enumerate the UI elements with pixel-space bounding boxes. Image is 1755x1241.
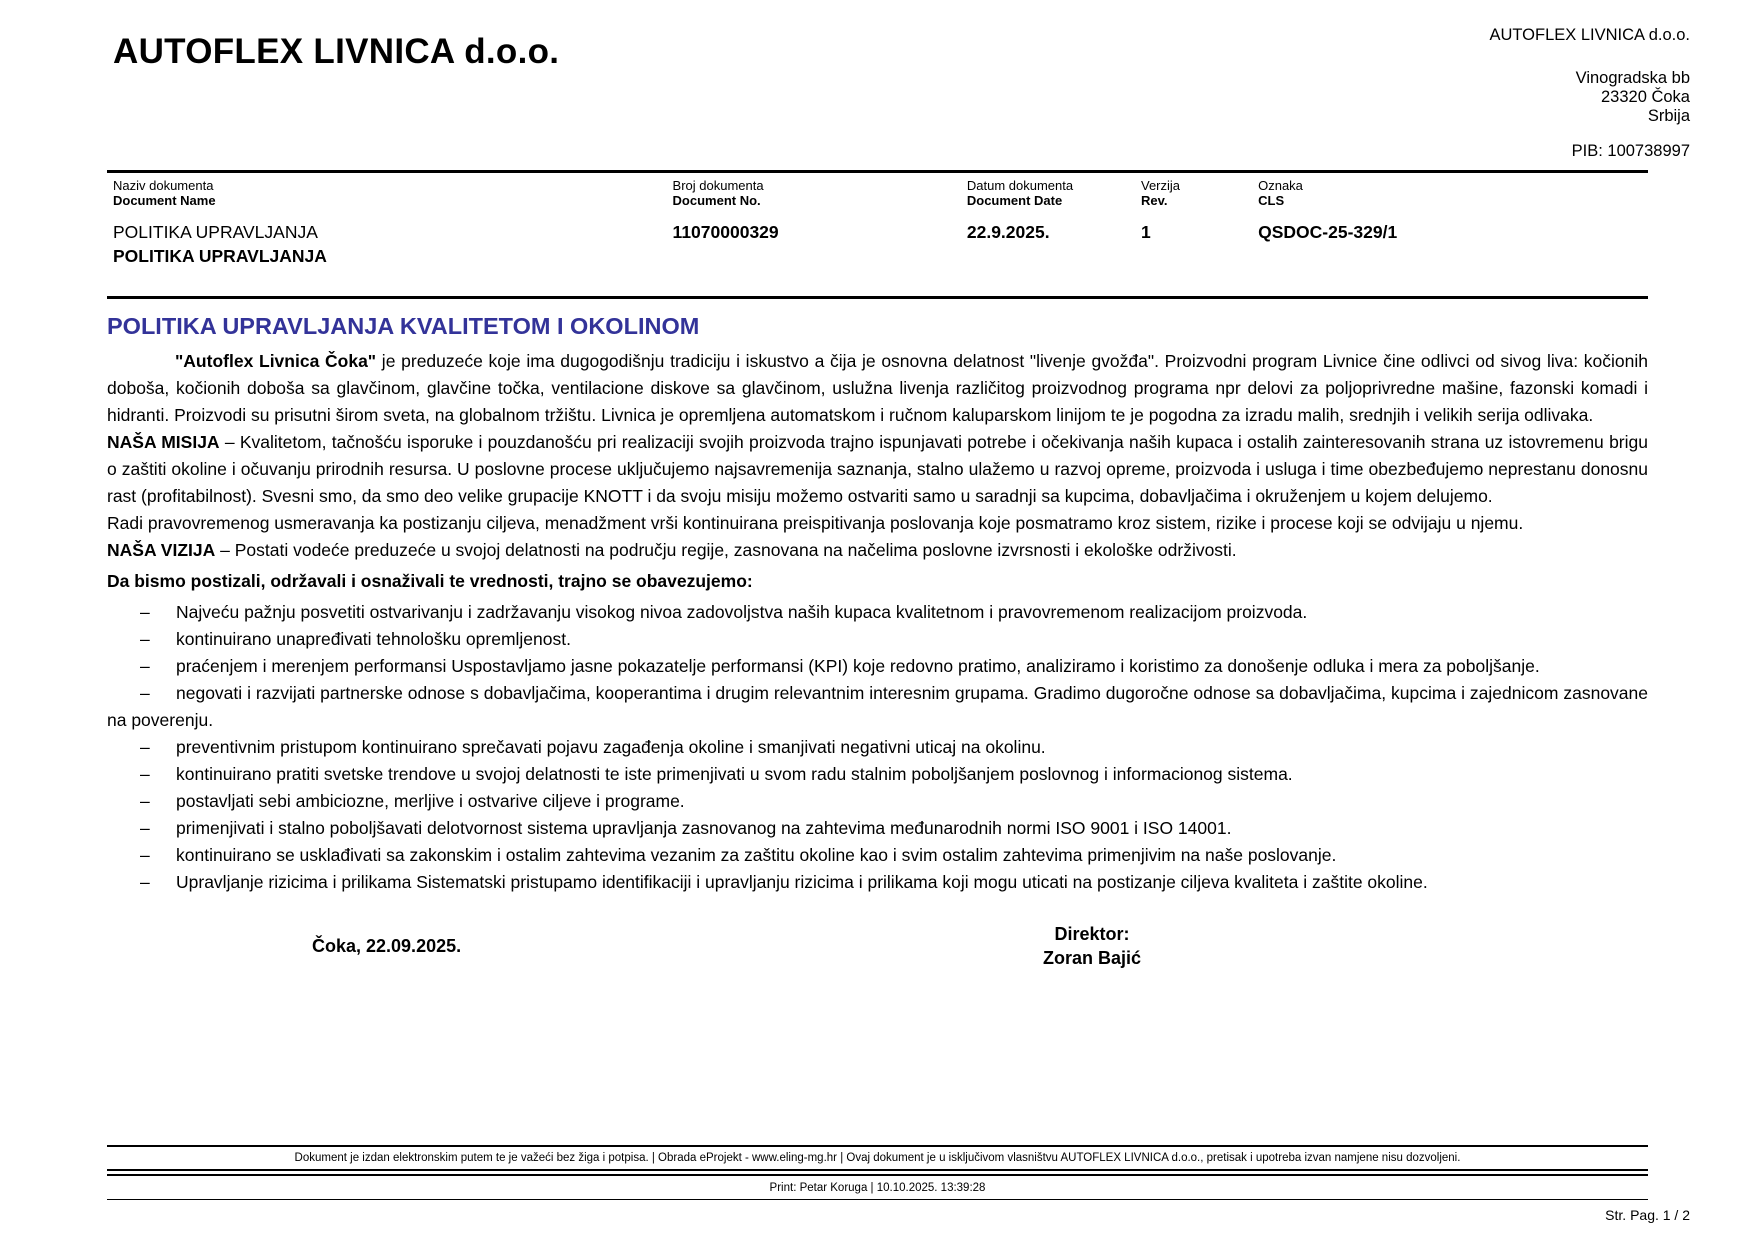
address-line: Srbija — [1647, 107, 1690, 125]
header-cell-date — [967, 178, 1141, 208]
commitments-heading: Da bismo postizali, održavali i osnaživali te vrednosti, trajno se obavezujemo: — [107, 571, 753, 591]
list-item — [107, 869, 1648, 896]
value-cell-revision — [1141, 220, 1258, 268]
spacer — [1489, 45, 1690, 69]
page-footer — [0, 1145, 1755, 1241]
document-date: 22.9.2025. — [966, 222, 1050, 242]
document-name-bold: POLITIKA UPRAVLJANJA — [113, 246, 327, 266]
header-cell-name — [107, 178, 673, 208]
label-en: Document No. — [672, 193, 761, 208]
list-item-text: primenjivati i stalno poboljšavati delotvornost sistema upravljanja zasnovanog na zahtevima međunarodnih normi ISO 9001 i ISO 14001. — [176, 818, 1232, 838]
list-item-text: preventivnim pristupom kontinuirano sprečavati pojavu zagađenja okoline i smanjivati negativni uticaj na okolinu. — [176, 737, 1046, 757]
value-cell-date — [967, 220, 1141, 268]
vision-paragraph — [107, 537, 1648, 564]
mission-paragraph — [107, 429, 1648, 510]
header-cell-revision — [1141, 178, 1258, 208]
list-item — [107, 761, 1648, 788]
list-item-text: kontinuirano unapređivati tehnološku opremljenost. — [176, 629, 571, 649]
intro-rest: je preduzeće koje ima dugogodišnju tradiciju i iskustvo a čija je osnovna delatnost "livenje gvožđa". Proizvodni program Livnice čine odlivci od sivog liva: kočionih doboša, kočionih doboša sa glavčinom, glavčine točka, ventilacione diskove sa glavčinom, uslužna livenja različitog proizvodnog programa npr delovi za poljoprivredne mašine, fazonski komadi i hidranti. Proizvodi su prisutni širom sveta, na globalnom tržištu. Livnica je opremljena automatskom i ručnom kaluparskom linijom te je pogodna za izradu malih, srednjih i velikih serija odlivaka. — [107, 351, 1648, 425]
label-sr: Datum dokumenta — [966, 178, 1074, 193]
document-revision: 1 — [1141, 222, 1151, 242]
bullet-dash: – — [140, 791, 150, 811]
director-label: Direktor: — [1054, 924, 1130, 944]
list-item-text: kontinuirano se usklađivati sa zakonskim i ostalim zahtevima vezanim za zaštitu okoline kao i svim ostalim zahtevima primenjivim na naše poslovanje. — [176, 845, 1337, 865]
label-en: Rev. — [1141, 193, 1168, 208]
document-info-table — [107, 170, 1648, 299]
bullet-dash: – — [140, 656, 150, 676]
label-sr: Naziv dokumenta — [113, 178, 214, 193]
list-item-text: negovati i razvijati partnerske odnose s dobavljačima, kooperantima i drugim relevantnim interesnim grupama. Gradimo dugoročne odnose sa dobavljačima, kupcima i zajednicom zasnovane na poverenju. — [107, 683, 1648, 730]
list-item — [107, 788, 1648, 815]
vision-lead: NAŠA VIZIJA — [107, 540, 216, 560]
value-cell-number — [673, 220, 967, 268]
director-signature — [962, 922, 1222, 970]
list-item — [107, 626, 1648, 653]
print-info: Print: Petar Koruga | 10.10.2025. 13:39:28 — [769, 1182, 986, 1194]
bullet-dash: – — [140, 818, 150, 838]
value-cell-name — [107, 220, 673, 268]
list-item-text: postavljati sebi ambiciozne, merljive i ostvarive ciljeve i programe. — [176, 791, 685, 811]
label-en: Document Date — [966, 193, 1063, 208]
address-line: Vinogradska bb — [1575, 69, 1690, 87]
director-name: Zoran Bajić — [1042, 948, 1142, 968]
footer-disclaimer: Dokument je izdan elektronskim putem te je važeći bez žiga i potpisa. | Obrada eProjekt - www.eling-mg.hr | Ovaj dokument je u isključivom vlasništvu AUTOFLEX LIVNICA d.o.o., pretisak i upotreba izvan namjene nisu dozvoljeni. — [294, 1152, 1461, 1164]
document-number: 11070000329 — [672, 222, 779, 242]
value-cell-cls — [1258, 220, 1648, 268]
intro-paragraph — [107, 348, 1648, 429]
list-item — [107, 653, 1648, 680]
label-en: Document Name — [113, 193, 216, 208]
list-item — [107, 680, 1648, 734]
mission-lead: NAŠA MISIJA — [107, 432, 220, 452]
page-header — [0, 0, 1755, 170]
bullet-dash: – — [140, 602, 150, 622]
place-and-date: Čoka, 22.09.2025. — [312, 936, 462, 956]
list-item — [107, 599, 1648, 626]
company-name-right: AUTOFLEX LIVNICA d.o.o. — [1489, 26, 1690, 44]
list-item — [107, 842, 1648, 869]
mission-rest: – Kvalitetom, tačnošću isporuke i pouzdanošću pri realizaciji svojih proizvoda trajno ispunjavati potrebe i očekivanja naših kupaca i ostalih zainteresovanih strana uz istovremenu brigu o zaštiti okoline i očuvanju prirodnih resursa. U poslovne procese uključujemo najsavremenija saznanja, stalno ulažemo u razvoj opreme, proizvoda i usluga i time obezbeđujemo neprestanu donosnu rast (profitabilnost). Svesni smo, da smo deo velike grupacije KNOTT i da svoju misiju možemo ostvariti samo u saradnji sa kupcima, dobavljačima i okruženjem u kojem delujemo. — [107, 432, 1648, 506]
list-item-text: Upravljanje rizicima i prilikama Sistematski pristupamo identifikaciji i upravljanju rizicima i prilikama koji mogu uticati na postizanje ciljeva kvaliteta i zaštite okoline. — [176, 872, 1428, 892]
bullet-dash: – — [140, 629, 150, 649]
header-cell-number — [673, 178, 967, 208]
spacer — [1489, 126, 1690, 142]
commitments-list — [107, 599, 1648, 896]
document-cls: QSDOC-25-329/1 — [1258, 222, 1398, 242]
main-content — [107, 312, 1648, 984]
list-item — [107, 815, 1648, 842]
label-sr: Verzija — [1141, 178, 1181, 193]
bullet-dash: – — [140, 737, 150, 757]
header-cell-cls — [1258, 178, 1648, 208]
bullet-dash: – — [140, 683, 150, 703]
bullet-dash: – — [140, 872, 150, 892]
table-header-row — [107, 178, 1648, 208]
footer-double-rule — [107, 1169, 1648, 1176]
company-title: AUTOFLEX LIVNICA d.o.o. — [113, 32, 560, 71]
page-number: Str. Pag. 1 / 2 — [1605, 1207, 1690, 1223]
bullet-dash: – — [140, 845, 150, 865]
bullet-dash: – — [140, 764, 150, 784]
document-name: POLITIKA UPRAVLJANJA — [113, 222, 318, 242]
company-info-block — [1489, 26, 1690, 170]
label-sr: Oznaka — [1258, 178, 1303, 193]
policy-title: POLITIKA UPRAVLJANJA KVALITETOM I OKOLINOM — [107, 313, 700, 339]
vision-rest: – Postati vodeće preduzeće u svojoj delatnosti na području regije, zasnovana na načelima poslovne izvrsnosti i ekološke održivosti. — [215, 540, 1237, 560]
list-item — [107, 734, 1648, 761]
list-item-text: praćenjem i merenjem performansi Uspostavljamo jasne pokazatelje performansi (KPI) koje redovno pratimo, analiziramo i koristimo za donošenje odluka i mera za poboljšanje. — [176, 656, 1540, 676]
list-item-text: kontinuirano pratiti svetske trendove u svojoj delatnosti te iste primenjivati u svom radu stalnim poboljšanjem poslovnog i informacionog sistema. — [176, 764, 1293, 784]
signature-block — [107, 920, 1648, 984]
list-item-text: Najveću pažnju posvetiti ostvarivanju i zadržavanju visokog nivoa zadovoljstva naših kupaca kvalitetnom i pravovremenom realizacijom proizvoda. — [176, 602, 1308, 622]
review-paragraph: Radi pravovremenog usmeravanja ka postizanju ciljeva, menadžment vrši kontinuirana preispitivanja poslovanja koje posmatramo kroz sistem, rizike i procese koji se odvijaju u njemu. — [107, 513, 1524, 533]
table-value-row — [107, 220, 1648, 268]
label-sr: Broj dokumenta — [672, 178, 764, 193]
address-line: 23320 Čoka — [1601, 88, 1690, 106]
intro-lead: "Autoflex Livnica Čoka" — [175, 351, 377, 371]
pib-number: PIB: 100738997 — [1571, 142, 1690, 160]
label-en: CLS — [1258, 193, 1285, 208]
